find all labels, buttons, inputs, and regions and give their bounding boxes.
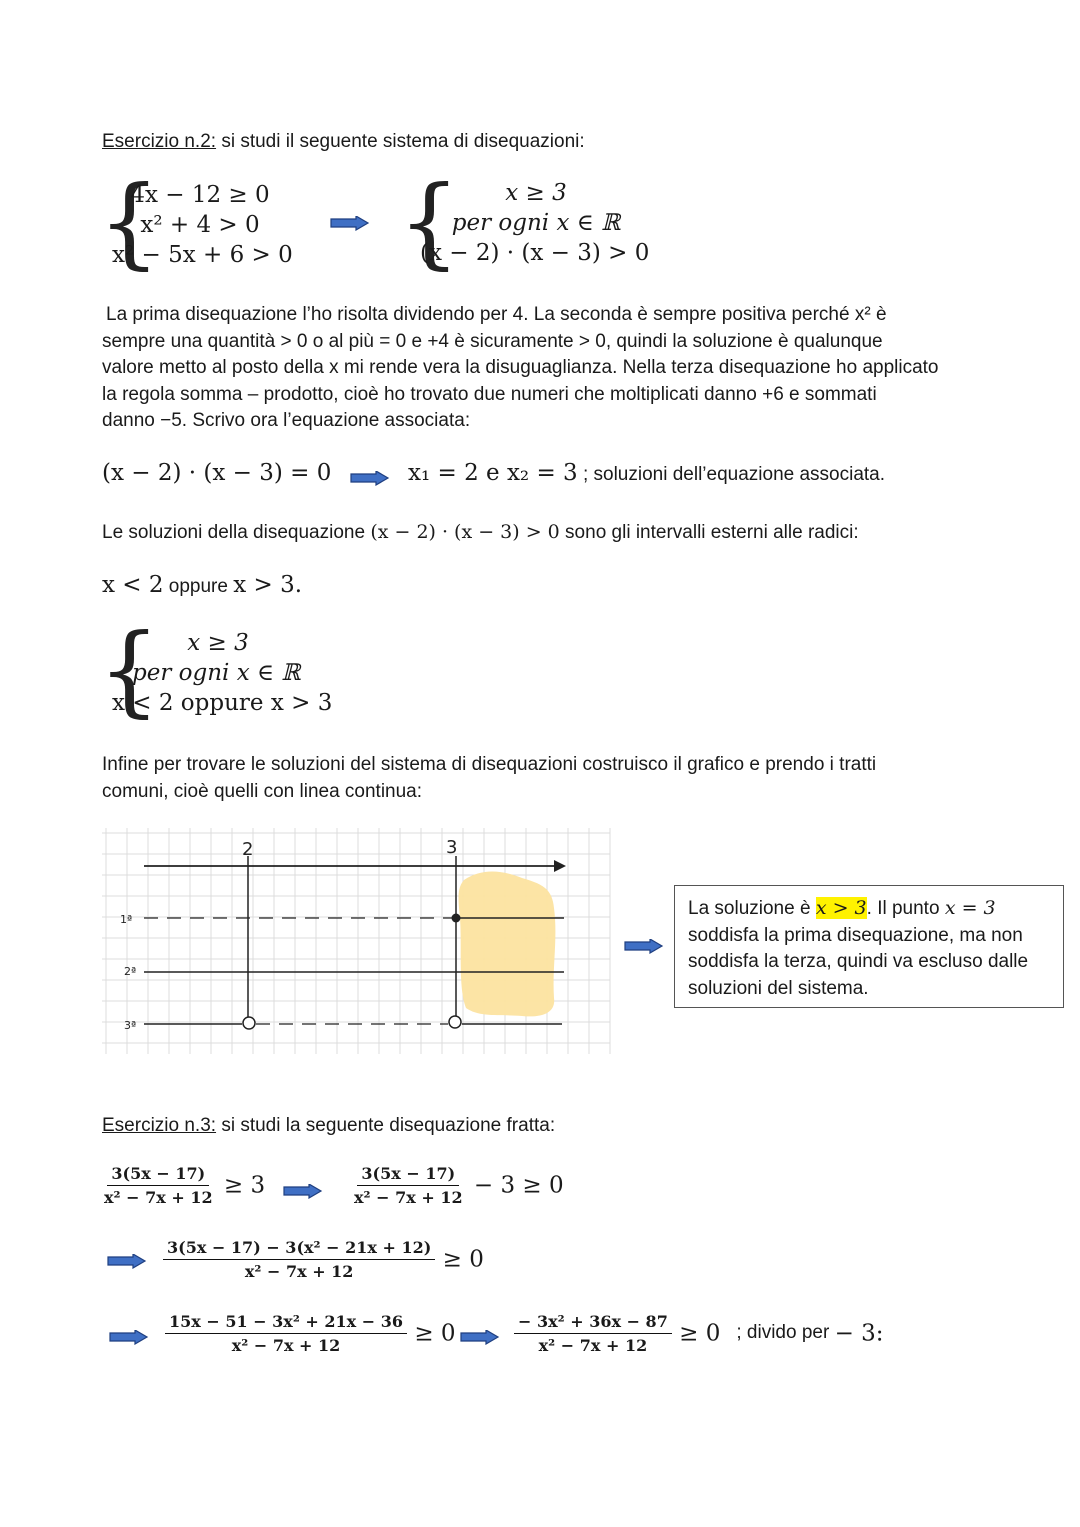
roots: x₁ = 2 e x₂ = 3 xyxy=(408,460,578,486)
note-text-a: La soluzione è xyxy=(688,898,816,919)
system-right xyxy=(420,180,660,270)
sol-x2: x > 3. xyxy=(233,572,303,598)
arrow-right-icon xyxy=(624,939,664,954)
row-label-3: 3ª xyxy=(124,1019,137,1032)
frac3-den: x² − 7x + 12 xyxy=(244,1262,354,1281)
frac4-num: 15x − 51 − 3x² + 21x − 36 xyxy=(165,1312,407,1334)
frac1-rel: ≥ 3 xyxy=(216,1172,266,1199)
solution-note-box xyxy=(674,885,1064,1008)
para1-line: La prima disequazione l’ho risolta dividendo per 4. La seconda è sempre positiva perché x² è xyxy=(106,304,887,325)
frac1-den: x² − 7x + 12 xyxy=(104,1188,213,1207)
ex2-paragraph-1 xyxy=(102,302,1002,435)
frac4-den: x² − 7x + 12 xyxy=(231,1336,341,1355)
fraction-row-1 xyxy=(100,1164,265,1207)
para2-line: Infine per trovare le soluzioni del sistema di disequazioni costruisco il grafico e prendo i tratti xyxy=(102,754,877,775)
sol-math: (x − 2) · (x − 3) > 0 xyxy=(370,521,560,543)
roots-note: ; soluzioni dell’equazione associata. xyxy=(577,464,886,485)
tail-math: − 3: xyxy=(834,1320,884,1347)
ex2-paragraph-2 xyxy=(102,752,1002,805)
brace-system-2: { xyxy=(98,614,161,728)
ex3-intro: si studi la seguente disequazione fratta: xyxy=(216,1115,556,1136)
frac3-num: 3(5x − 17) − 3(x² − 21x + 12) xyxy=(163,1238,435,1260)
sys-left-line-3: x² − 5x + 6 > 0 xyxy=(112,242,293,268)
roots-line xyxy=(408,460,885,489)
para1-line: valore metto al posto della x mi rende vera la disuguaglianza. Nella terza disequazione ho applicato xyxy=(102,357,939,378)
note-line-4: soluzioni del sistema. xyxy=(688,977,869,999)
system-2 xyxy=(112,630,352,720)
fraction-row-2 xyxy=(163,1238,484,1281)
frac1-num: 3(5x − 17) xyxy=(107,1164,209,1186)
note-point: x = 3 xyxy=(944,897,996,919)
brace-right-1: { xyxy=(398,166,461,280)
fraction-4 xyxy=(165,1312,407,1355)
ex2-title: Esercizio n.2: xyxy=(102,131,217,152)
row-label-2: 2ª xyxy=(124,965,137,978)
sign-graph xyxy=(102,828,614,1058)
sol-x1: x < 2 xyxy=(102,572,164,598)
note-highlight: x > 3 xyxy=(815,897,867,919)
sol-or: oppure xyxy=(163,576,234,597)
graph-label-2: 2 xyxy=(242,839,254,860)
row-label-1: 1ª xyxy=(120,913,133,926)
solutions-sentence xyxy=(102,519,859,547)
solution-intervals xyxy=(102,572,302,601)
fraction-3 xyxy=(163,1238,435,1281)
row1-closed-dot xyxy=(452,914,461,923)
sol-text-b: sono gli intervalli esterni alle radici: xyxy=(559,522,859,543)
ex2-intro: si studi il seguente sistema di disequazioni: xyxy=(216,131,585,152)
assoc-equation-line xyxy=(102,460,331,486)
fraction-row-3 xyxy=(165,1312,456,1355)
arrow-right-icon xyxy=(330,216,370,231)
frac2-num: 3(5x − 17) xyxy=(357,1164,459,1186)
sys-right-line-3: (x − 2) · (x − 3) > 0 xyxy=(420,240,650,266)
tail-text: ; divido per xyxy=(736,1322,835,1344)
frac2-den: x² − 7x + 12 xyxy=(354,1188,463,1207)
sys-right-line-2: per ogni x ∈ ℝ xyxy=(451,210,621,236)
note-text-b: . Il punto xyxy=(866,898,945,919)
row3-open-dot-2 xyxy=(243,1017,255,1029)
assoc-equation: (x − 2) · (x − 3) = 0 xyxy=(102,460,332,486)
frac5-den: x² − 7x + 12 xyxy=(538,1336,648,1355)
graph-label-3: 3 xyxy=(446,837,458,858)
frac3-rel: ≥ 0 xyxy=(435,1246,484,1273)
frac5-num: − 3x² + 36x − 87 xyxy=(514,1312,672,1334)
arrow-right-icon xyxy=(460,1330,500,1345)
note-line-3: soddisfa la terza, quindi va escluso dalle xyxy=(688,951,1029,972)
ex3-title: Esercizio n.3: xyxy=(102,1115,217,1136)
arrow-right-icon xyxy=(107,1254,147,1269)
arrow-right-icon xyxy=(283,1184,323,1199)
frac4-rel: ≥ 0 xyxy=(407,1320,456,1347)
axis-arrow-icon xyxy=(554,860,566,872)
fraction-2 xyxy=(350,1164,467,1207)
note-line-1 xyxy=(688,895,1050,923)
fraction-row-3b xyxy=(514,1312,884,1355)
arrow-right-icon xyxy=(350,471,390,486)
note-line-2: soddisfa la prima disequazione, ma non xyxy=(688,924,1023,946)
fraction-5 xyxy=(514,1312,672,1355)
sys2-line-1: x ≥ 3 xyxy=(187,630,249,656)
para1-line: la regola somma – prodotto, cioè ho trovato due numeri che moltiplicati danno +6 e sommati xyxy=(102,383,877,405)
system-left xyxy=(112,182,302,272)
sys-left-line-1: 4x − 12 ≥ 0 xyxy=(130,182,270,208)
para1-line: sempre una quantità > 0 o al più = 0 e +4 è sicuramente > 0, quindi la soluzione è qualunque xyxy=(102,330,883,352)
ex2-heading xyxy=(102,129,585,156)
sys2-line-3: x < 2 oppure x > 3 xyxy=(112,690,333,716)
frac5-rel: ≥ 0 xyxy=(671,1320,721,1347)
frac2-rel: − 3 ≥ 0 xyxy=(466,1172,564,1199)
row3-open-dot-3 xyxy=(449,1016,461,1028)
fraction-1 xyxy=(100,1164,217,1207)
brace-left-1: { xyxy=(98,166,161,280)
ex3-heading xyxy=(102,1113,555,1140)
sol-text-a: Le soluzioni della disequazione xyxy=(102,522,371,543)
arrow-right-icon xyxy=(109,1330,149,1345)
sys-right-line-1: x ≥ 3 xyxy=(505,180,567,206)
fraction-row-1b xyxy=(350,1164,564,1207)
solution-highlight xyxy=(459,872,556,1017)
sys-left-line-2: x² + 4 > 0 xyxy=(140,212,260,238)
para2-line: comuni, cioè quelli con linea continua: xyxy=(102,780,423,802)
para1-line: danno −5. Scrivo ora l’equazione associata: xyxy=(102,410,471,431)
sys2-line-2: per ogni x ∈ ℝ xyxy=(132,660,301,686)
